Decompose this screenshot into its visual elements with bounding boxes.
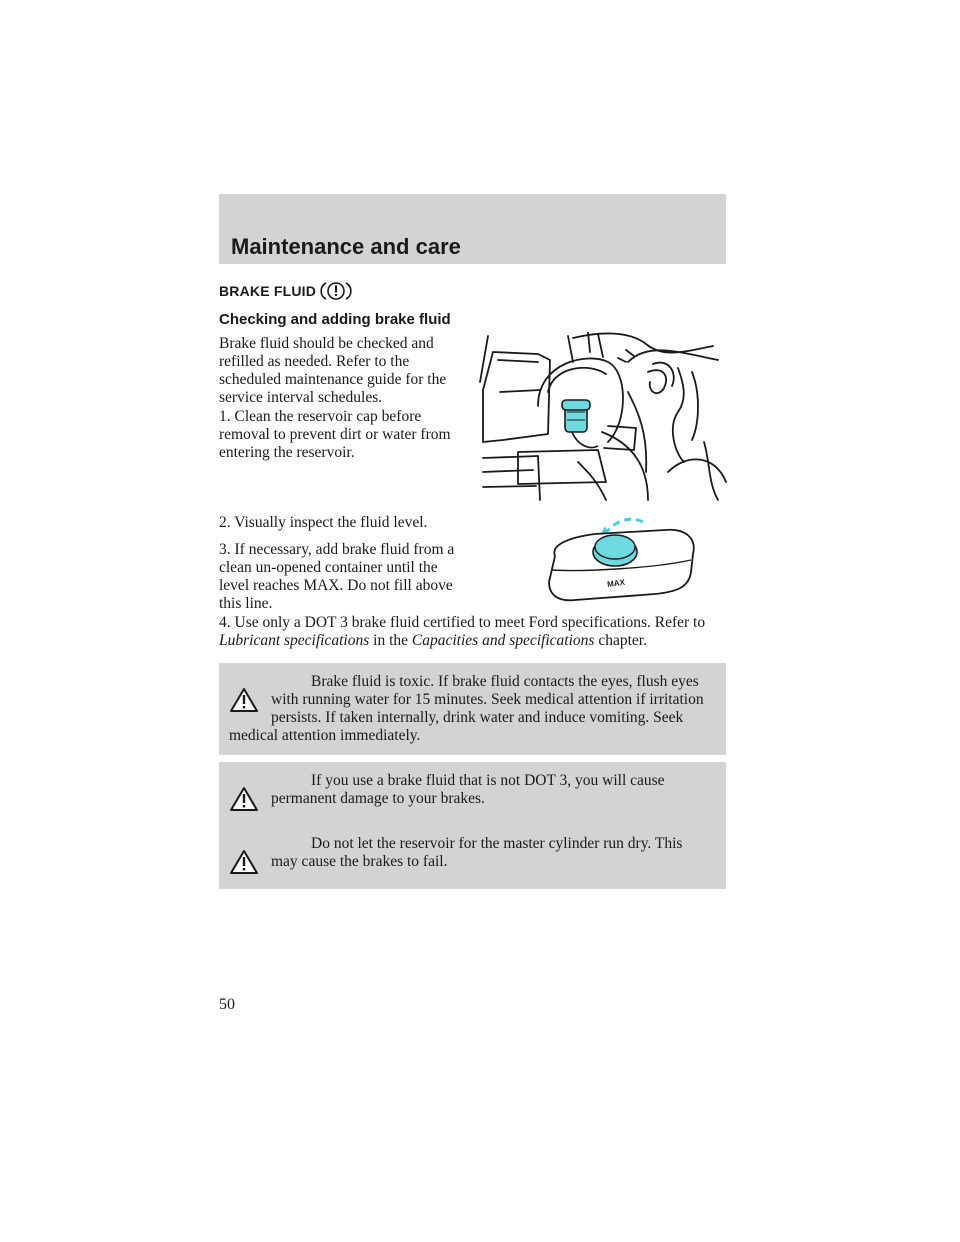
warning-box-dot3 <box>219 762 726 826</box>
lubricant-specifications-ref: Lubricant specifications <box>219 632 370 649</box>
step-3: 3. If necessary, add brake fluid from a clean un-opened container until the level reaches MAX. Do not fill above this line. <box>219 541 455 612</box>
warning-triangle-icon <box>229 849 259 875</box>
section-title <box>219 280 353 302</box>
reservoir-cap-illustration <box>545 512 700 602</box>
warning-box-run-dry <box>219 825 726 889</box>
section-title-text: BRAKE FLUID <box>219 283 317 299</box>
warning-text-run-dry: Do not let the reservoir for the master cylinder run dry. This may cause the brakes to fail. <box>271 835 683 870</box>
capacities-specifications-ref: Capacities and specifications <box>411 632 595 649</box>
chapter-title: Maintenance and care <box>231 234 461 259</box>
engine-compartment-illustration <box>478 332 728 502</box>
step-4-text-c: chapter. <box>598 632 647 649</box>
step-4-text-a: 4. Use only a DOT 3 brake fluid certified to meet Ford specifications. Refer to <box>219 614 706 631</box>
warning-triangle-icon <box>229 786 259 812</box>
intro-paragraph: Brake fluid should be checked and refilled as needed. Refer to the scheduled maintenance guide for the service interval schedules. <box>219 335 447 406</box>
step-4 <box>219 614 726 650</box>
warning-text-dot3: If you use a brake fluid that is not DOT 3, you will cause permanent damage to your brakes. <box>271 772 665 807</box>
step-1: 1. Clean the reservoir cap before removal to prevent dirt or water from entering the reservoir. <box>219 408 451 461</box>
page-number: 50 <box>219 996 235 1013</box>
warning-text-toxic: Brake fluid is toxic. If brake fluid contacts the eyes, flush eyes with running water for 15 minutes. Seek medical attention if irritation persists. If taken internally, drink water and induce vomiting. Seek medical attention immediately. <box>229 673 704 744</box>
step-4-text-b: in the <box>373 632 409 649</box>
warning-box-toxic <box>219 663 726 755</box>
step-2: 2. Visually inspect the fluid level. <box>219 514 428 531</box>
subheading: Checking and adding brake fluid <box>219 311 451 328</box>
warning-triangle-icon <box>229 687 259 713</box>
max-level-label: MAX <box>606 577 626 589</box>
warning-circle-icon <box>319 280 353 302</box>
chapter-header-band <box>219 194 726 264</box>
